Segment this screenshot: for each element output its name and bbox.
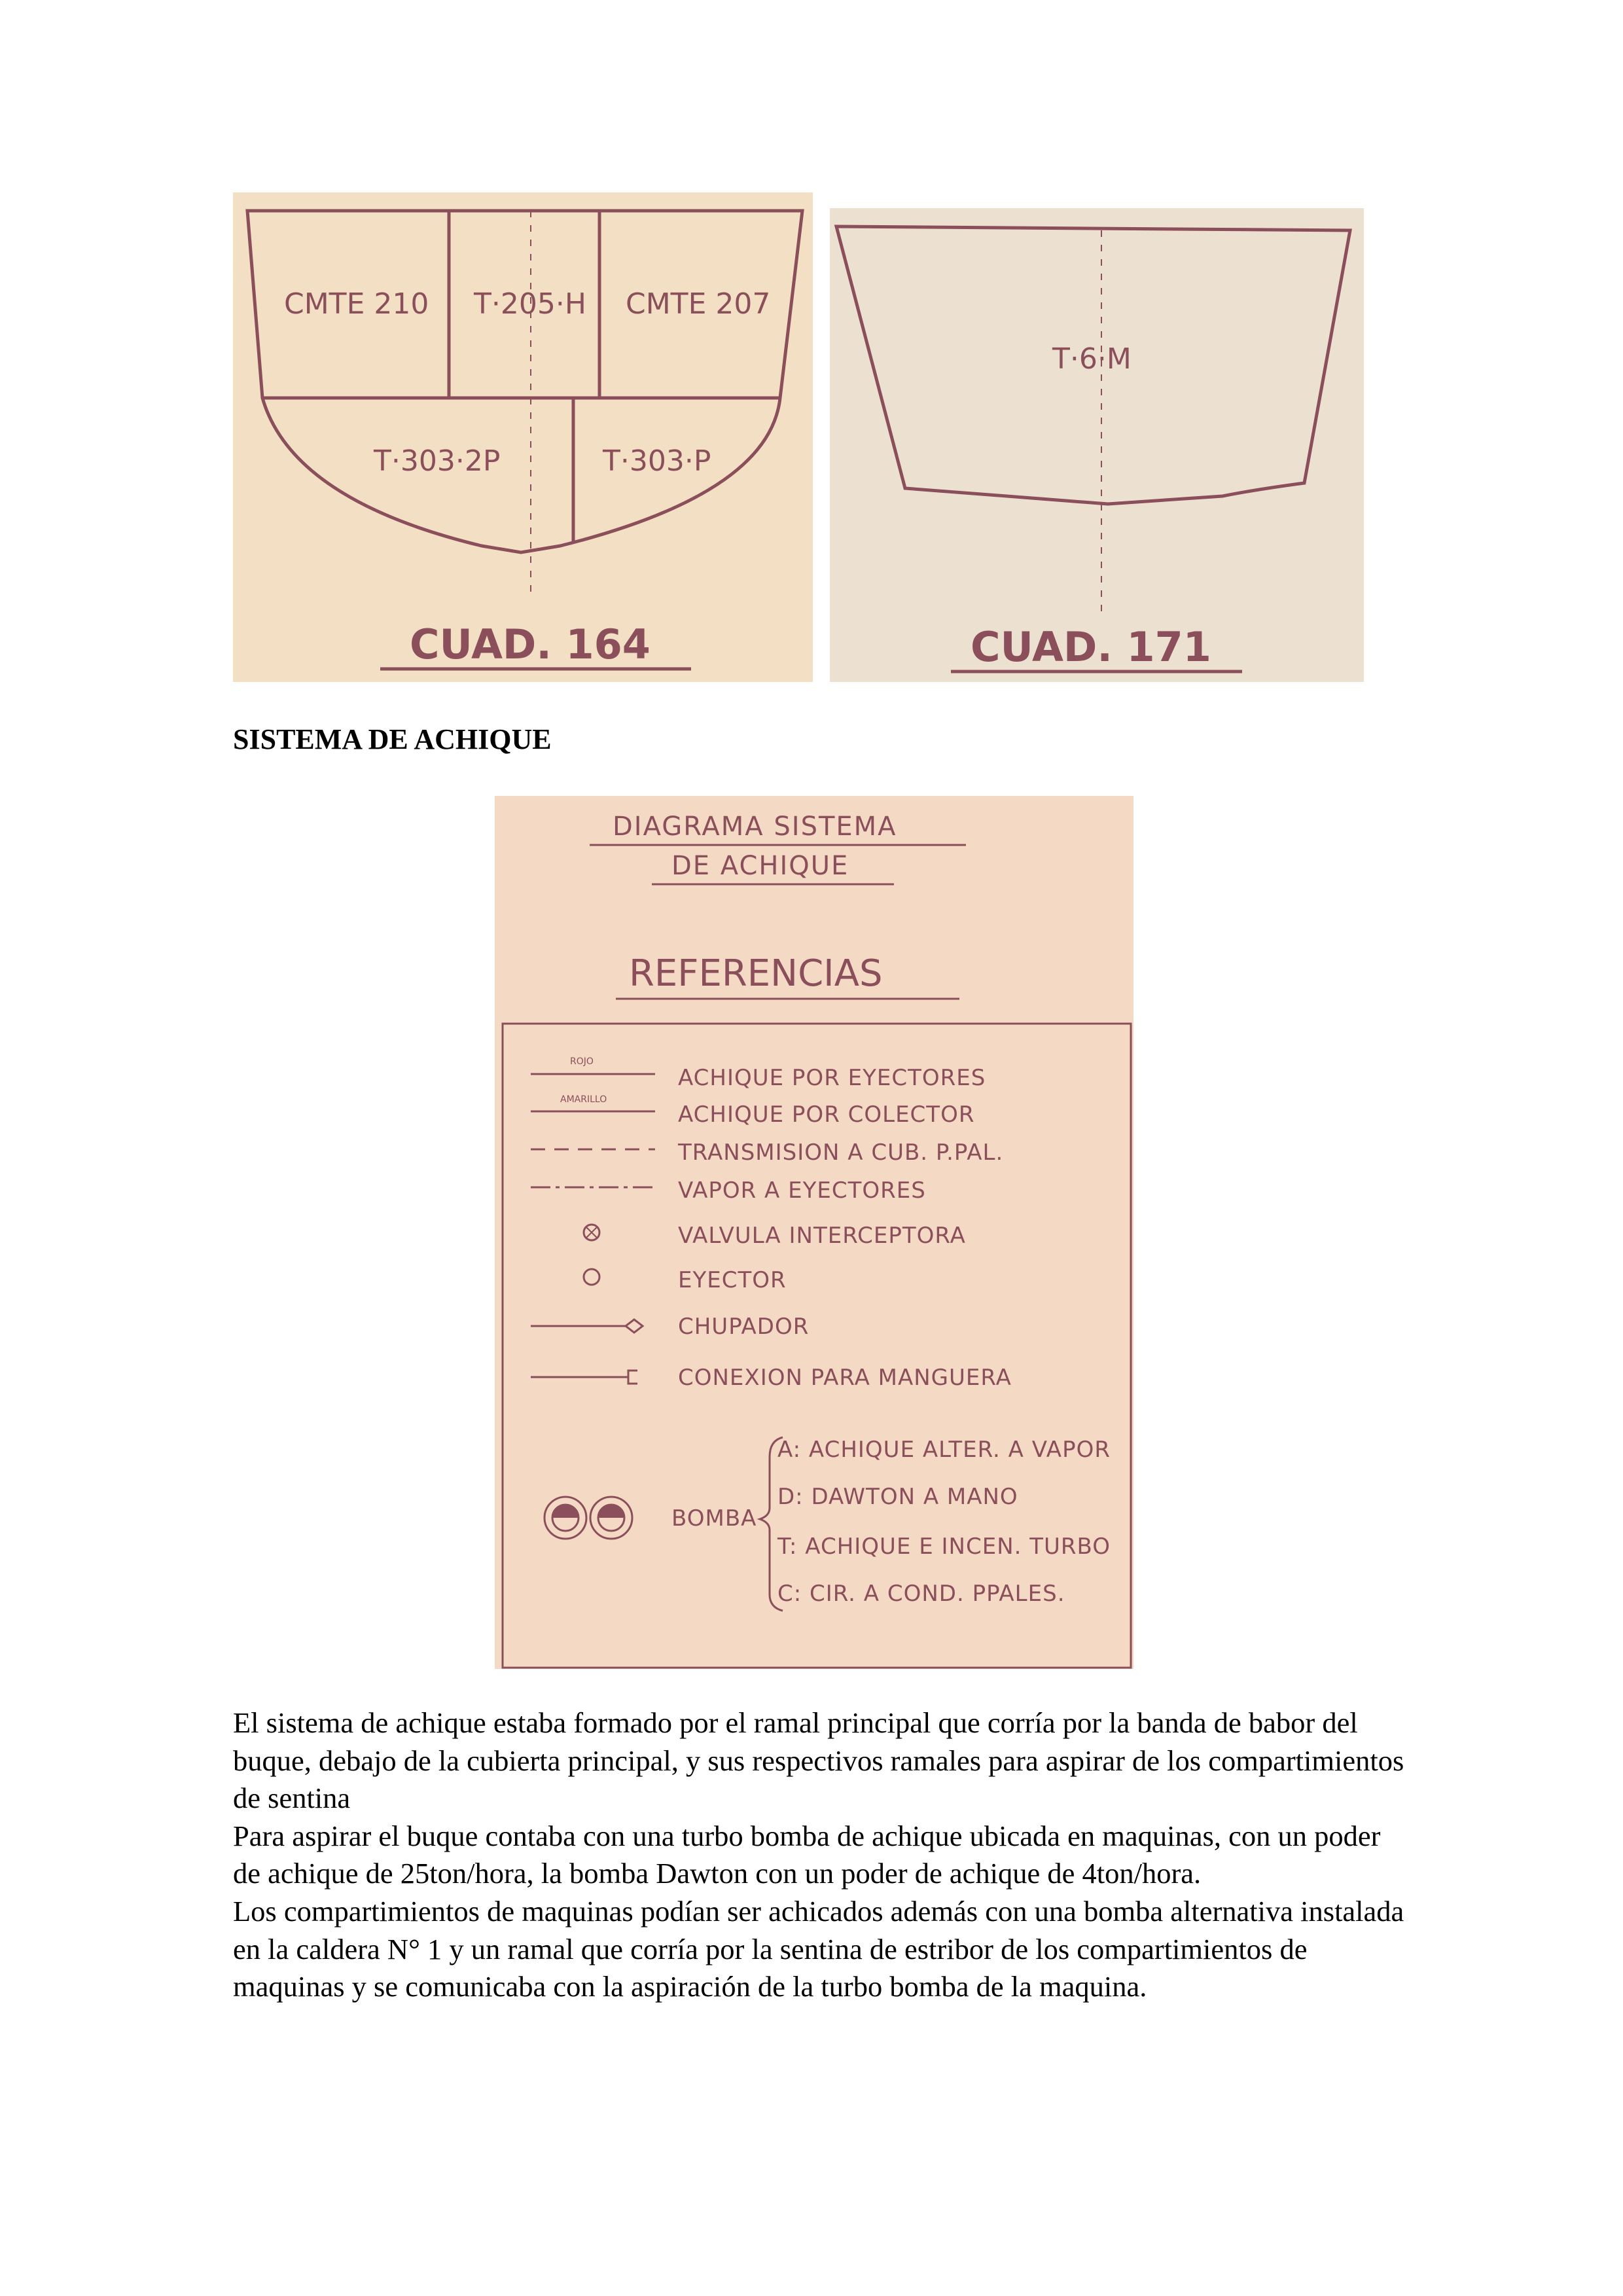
paragraph-3: Los compartimientos de maquinas podían ser achicados además con una bomba alternativa instalada en la caldera N° 1 y un ramal que corría por la sentina de estribor de los compartimientos de maquinas y se comunicaba con la aspiración de la turbo bomba de la maquina. [233,1894,1404,2003]
paragraph-1: El sistema de achique estaba formado por el ramal principal que corría por la banda de babor del buque, debajo de la cubierta principal, y sus respectivos ramales para aspirar de los compartimientos de sentina [233,1706,1404,1815]
bomba-label: BOMBA [671,1505,757,1532]
cuad164-label-t205h: T·205·H [474,287,586,321]
cuad171-label-t6m: T·6·M [1052,342,1132,376]
legend-note-amarillo: AMARILLO [560,1094,607,1105]
suction-symbol-icon [626,1319,643,1333]
cuad-164-drawing [233,192,813,682]
diagram-title-line2: DE ACHIQUE [671,851,849,881]
legend-text-7: CHUPADOR [678,1314,810,1340]
cuad164-label-t303p: T·303·P [603,444,711,478]
legend-text-1: ACHIQUE POR EYECTORES [678,1065,986,1091]
bomba-type-c: C: CIR. A COND. PPALES. [777,1581,1065,1607]
cuad-164-image [233,192,813,682]
cuad-171-drawing [830,208,1364,682]
bomba-type-d: D: DAWTON A MANO [777,1484,1018,1510]
section-heading: SISTEMA DE ACHIQUE [233,723,552,755]
bomba-type-a: A: ACHIQUE ALTER. A VAPOR [777,1437,1111,1463]
bomba-type-t: T: ACHIQUE E INCEN. TURBO [777,1534,1111,1560]
paragraph-2: Para aspirar el buque contaba con una turbo bomba de achique ubicada en maquinas, con un poder de achique de 25ton/hora, la bomba Dawton con un poder de achique de 4ton/hora. [233,1819,1381,1890]
hose-connection-symbol-icon [626,1371,637,1384]
ejector-symbol-icon [584,1269,599,1285]
diagram-references-image [495,796,1133,1669]
legend-text-6: EYECTOR [678,1267,787,1293]
legend-note-rojo: ROJO [570,1056,594,1067]
cuad164-label-cmte210: CMTE 210 [284,287,429,321]
cuad164-label-t3032p: T·303·2P [374,444,501,478]
pump-symbol-icon [544,1497,632,1539]
legend-text-3: TRANSMISION A CUB. P.PAL. [678,1139,1004,1166]
legend-text-2: ACHIQUE POR COLECTOR [678,1102,975,1128]
diagram-references-drawing [495,796,1133,1669]
legend-text-8: CONEXION PARA MANGUERA [678,1365,1012,1391]
references-title: REFERENCIAS [629,952,883,995]
body-text [233,1704,1411,2006]
cuad164-label-cmte207: CMTE 207 [626,287,771,321]
cuad164-caption: CUAD. 164 [410,620,651,668]
diagram-title-line1: DIAGRAMA SISTEMA [613,812,897,842]
legend-text-5: VALVULA INTERCEPTORA [678,1223,966,1249]
cuad171-caption: CUAD. 171 [971,623,1211,671]
legend-text-4: VAPOR A EYECTORES [678,1177,926,1204]
cuad-171-image [830,208,1364,682]
